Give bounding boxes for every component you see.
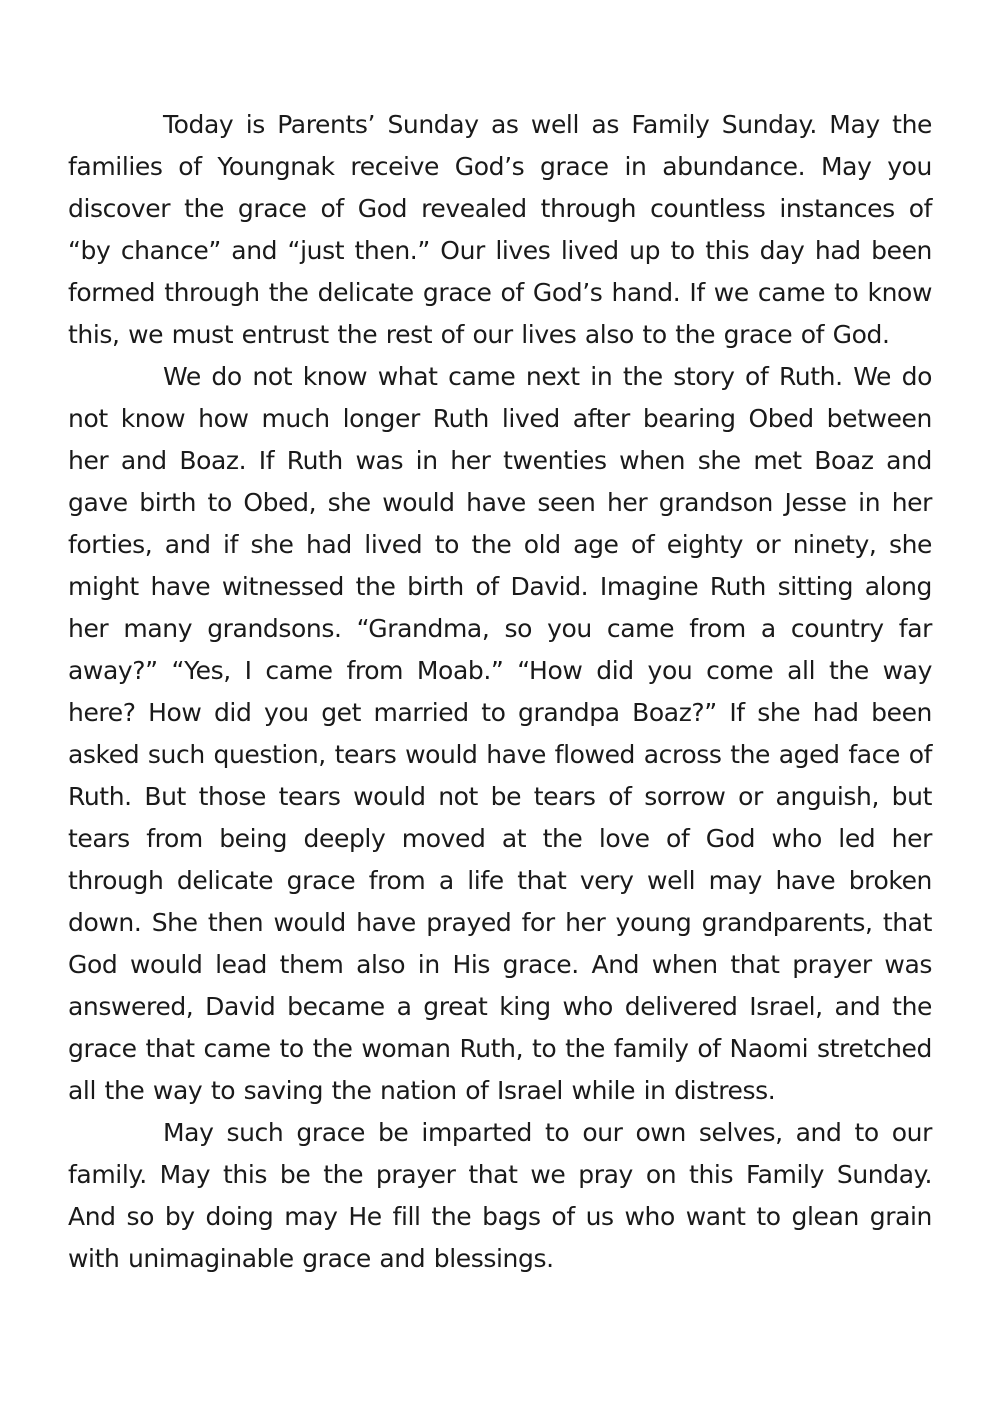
document-body [68,104,932,1280]
paragraph-story-of-ruth: We do not know what came next in the story of Ruth. We do not know how much longer Ruth lived after bearing Obed between her and Boaz. If Ruth was in her twenties when she met Boaz and gave birth to Obed, she would have seen her grandson Jesse in her forties, and if she had lived to the old age of eighty or ninety, she might have witnessed the birth of David. Imagine Ruth sitting along her many grandsons. “Grandma, so you came from a country far away?” “Yes, I came from Moab.” “How did you come all the way here? How did you get married to grandpa Boaz?” If she had been asked such question, tears would have flowed across the aged face of Ruth. But those tears would not be tears of sorrow or anguish, but tears from being deeply moved at the love of God who led her through delicate grace from a life that very well may have broken down. She then would have prayed for her young grandparents, that God would lead them also in His grace. And when that prayer was answered, David became a great king who delivered Israel, and the grace that came to the woman Ruth, to the family of Naomi stretched all the way to saving the nation of Israel while in distress. [68,362,932,1105]
paragraph-family-prayer: May such grace be imparted to our own selves, and to our family. May this be the prayer that we pray on this Family Sunday. And so by doing may He fill the bags of us who want to glean grain with unimaginable grace and blessings. [68,1118,932,1273]
paragraph-parents-sunday: Today is Parents’ Sunday as well as Family Sunday. May the families of Youngnak receive God’s grace in abundance. May you discover the grace of God revealed through countless instances of “by chance” and “just then.” Our lives lived up to this day had been formed through the delicate grace of God’s hand. If we came to know this, we must entrust the rest of our lives also to the grace of God. [68,110,932,349]
